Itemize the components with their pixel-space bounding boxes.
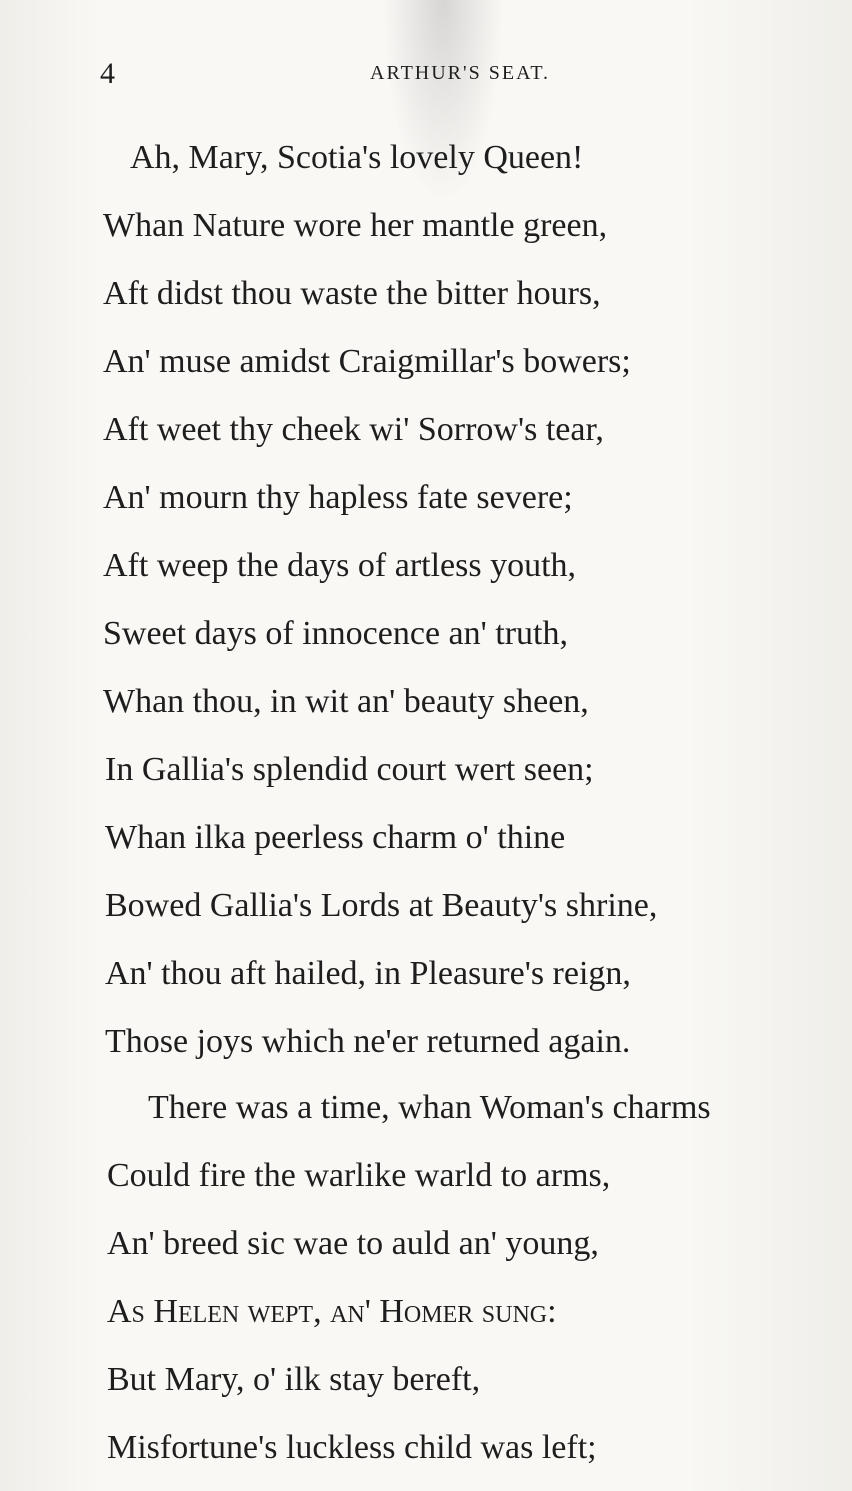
poem-line: An' muse amidst Craigmillar's bowers; xyxy=(103,343,631,380)
poem-line: There was a time, whan Woman's charms xyxy=(148,1089,711,1126)
poem-line: An' mourn thy hapless fate severe; xyxy=(103,479,573,516)
poem-line: Whan Nature wore her mantle green, xyxy=(103,207,608,244)
poem-line: Bowed Gallia's Lords at Beauty's shrine, xyxy=(105,887,658,924)
poem-line: Could fire the warlike warld to arms, xyxy=(107,1157,611,1194)
poem-line: An' breed sic wae to auld an' young, xyxy=(107,1225,599,1262)
poem-line: Whan thou, in wit an' beauty sheen, xyxy=(103,683,589,720)
poem-line: As Helen wept, an' Homer sung: xyxy=(107,1293,557,1330)
poem-line: In Gallia's splendid court wert seen; xyxy=(105,751,594,788)
poem-line: Aft weet thy cheek wi' Sorrow's tear, xyxy=(103,411,604,448)
poem-line: Sweet days of innocence an' truth, xyxy=(103,615,568,652)
page-header xyxy=(100,56,740,96)
poem-line: Aft didst thou waste the bitter hours, xyxy=(103,275,601,312)
poem-line: Misfortune's luckless child was left; xyxy=(107,1429,597,1466)
page-number: 4 xyxy=(100,57,115,90)
poem-line: Whan ilka peerless charm o' thine xyxy=(105,819,566,856)
poem-line: An' thou aft hailed, in Pleasure's reign, xyxy=(105,955,631,992)
poem-line: Aft weep the days of artless youth, xyxy=(103,547,577,584)
running-title: ARTHUR'S SEAT. xyxy=(370,62,551,84)
poem-line: Ah, Mary, Scotia's lovely Queen! xyxy=(130,139,584,176)
poem-line: Those joys which ne'er returned again. xyxy=(105,1023,631,1060)
poem-line: But Mary, o' ilk stay bereft, xyxy=(107,1361,481,1398)
